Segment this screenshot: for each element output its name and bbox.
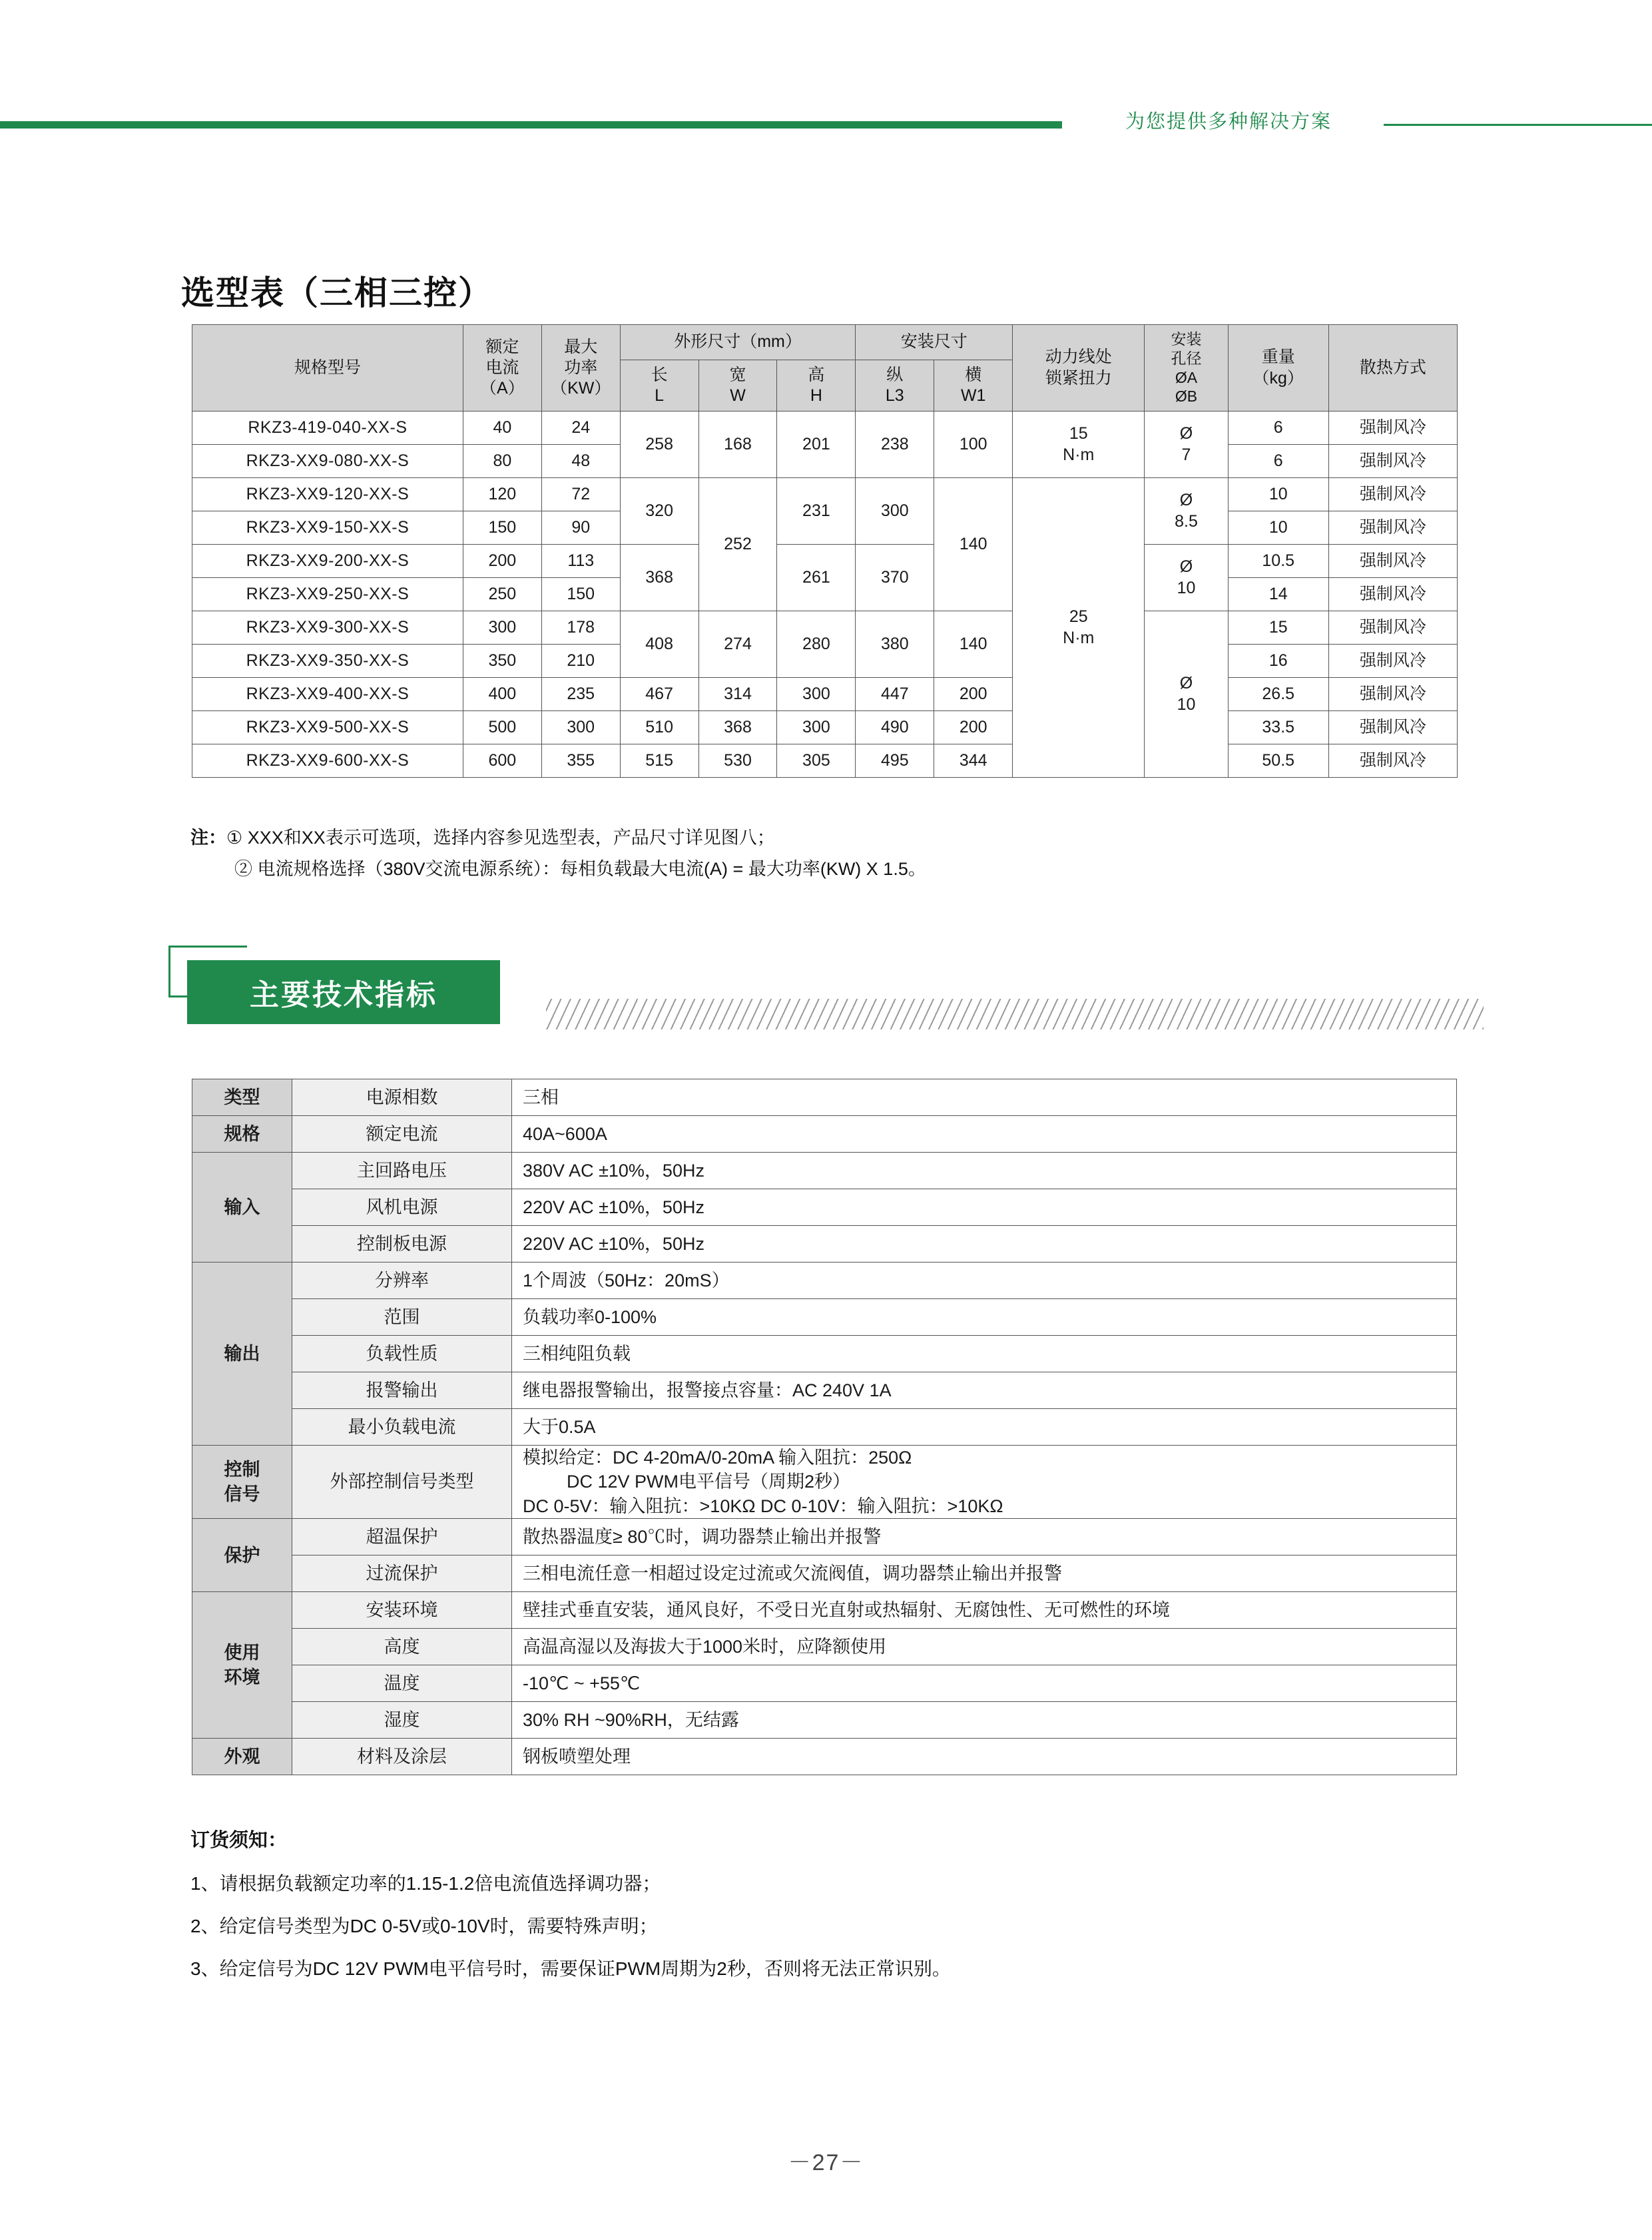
cell-height: 300 bbox=[777, 711, 856, 744]
spec-cat-control-signal-line1: 控制 bbox=[224, 1460, 260, 1480]
selection-table bbox=[192, 324, 1458, 778]
cell-current: 500 bbox=[463, 711, 541, 744]
selection-table-wrapper bbox=[192, 324, 1458, 778]
cell-mount-l3: 370 bbox=[856, 545, 934, 611]
signal-line-3: DC 0-5V：输入阻抗：>10KΩ DC 0-10V：输入阻抗：>10KΩ bbox=[523, 1496, 1003, 1516]
col-cooling: 散热方式 bbox=[1328, 325, 1457, 412]
cell-weight: 26.5 bbox=[1228, 678, 1328, 711]
col-max-power-line3: （KW） bbox=[551, 379, 611, 398]
cell-hole-line1: Ø bbox=[1179, 491, 1193, 510]
spec-val-humidity: 30% RH ~90%RH，无结露 bbox=[512, 1702, 1457, 1739]
cell-height: 201 bbox=[777, 412, 856, 478]
spec-row-appearance bbox=[192, 1739, 1457, 1775]
col-weight-line1: 重量 bbox=[1261, 348, 1295, 367]
spec-val-min-load-current: 大于0.5A bbox=[512, 1409, 1457, 1446]
cell-power: 48 bbox=[541, 445, 620, 478]
cell-model: RKZ3-XX9-600-XX-S bbox=[192, 744, 463, 778]
cell-length: 467 bbox=[620, 678, 698, 711]
spec-row-alarm-output bbox=[192, 1372, 1457, 1409]
col-max-power-line1: 最大 bbox=[564, 337, 598, 356]
cell-length: 368 bbox=[620, 545, 698, 611]
cell-torque bbox=[1013, 412, 1145, 478]
header-rule-right bbox=[1384, 124, 1652, 126]
cell-torque-line1: 25 bbox=[1069, 607, 1088, 627]
spec-row-over-temp bbox=[192, 1519, 1457, 1555]
spec-table-body bbox=[192, 1079, 1457, 1775]
col-mount-w1-line1: 横 bbox=[965, 365, 982, 384]
table-row bbox=[192, 711, 1458, 744]
cell-hole-line2: 10 bbox=[1177, 695, 1196, 714]
cell-power: 355 bbox=[541, 744, 620, 778]
cell-power: 150 bbox=[541, 578, 620, 611]
cell-hole-line2: 8.5 bbox=[1175, 511, 1198, 531]
col-hole-line1: 安装 bbox=[1171, 330, 1202, 348]
spec-row-control-signal bbox=[192, 1446, 1457, 1519]
spec-cat-environment-line1: 使用 bbox=[224, 1643, 260, 1663]
cell-current: 250 bbox=[463, 578, 541, 611]
cell-height: 261 bbox=[777, 545, 856, 611]
col-model: 规格型号 bbox=[192, 325, 463, 412]
cell-current: 400 bbox=[463, 678, 541, 711]
spec-sub-over-current: 过流保护 bbox=[292, 1555, 512, 1592]
col-height-line2: H bbox=[810, 386, 822, 405]
cell-model: RKZ3-XX9-200-XX-S bbox=[192, 545, 463, 578]
banner-hatch-decoration bbox=[546, 999, 1484, 1029]
cell-weight: 10.5 bbox=[1228, 545, 1328, 578]
header-slogan: 为您提供多种解决方案 bbox=[1125, 111, 1332, 133]
spec-sub-material-coating: 材料及涂层 bbox=[292, 1739, 512, 1775]
spec-cat-control-signal-line2: 信号 bbox=[224, 1484, 260, 1504]
spec-val-install-env: 壁挂式垂直安装，通风良好，不受日光直射或热辐射、无腐蚀性、无可燃性的环境 bbox=[512, 1592, 1457, 1629]
spec-sub-fan-power: 风机电源 bbox=[292, 1189, 512, 1226]
cell-power: 178 bbox=[541, 611, 620, 645]
col-width-line1: 宽 bbox=[729, 365, 746, 384]
cell-mount-l3: 495 bbox=[856, 744, 934, 778]
spec-cat-control-signal bbox=[192, 1446, 292, 1519]
cell-hole bbox=[1145, 611, 1228, 778]
col-mount-l3 bbox=[856, 360, 934, 412]
col-hole-line3: ØA bbox=[1175, 368, 1198, 386]
cell-length: 258 bbox=[620, 412, 698, 478]
spec-val-rated-current: 40A~600A bbox=[512, 1116, 1457, 1153]
spec-table bbox=[192, 1079, 1457, 1775]
cell-power: 300 bbox=[541, 711, 620, 744]
cell-weight: 14 bbox=[1228, 578, 1328, 611]
signal-line-2: DC 12V PWM电平信号（周期2秒） bbox=[567, 1472, 851, 1492]
cell-cooling: 强制风冷 bbox=[1328, 578, 1457, 611]
page-header bbox=[0, 0, 1652, 166]
spec-row-control-board-power bbox=[192, 1226, 1457, 1262]
cell-current: 200 bbox=[463, 545, 541, 578]
cell-current: 150 bbox=[463, 511, 541, 545]
cell-hole-line2: 10 bbox=[1177, 578, 1196, 597]
cell-model: RKZ3-XX9-400-XX-S bbox=[192, 678, 463, 711]
cell-cooling: 强制风冷 bbox=[1328, 412, 1457, 445]
spec-sub-range: 范围 bbox=[292, 1299, 512, 1336]
cell-power: 90 bbox=[541, 511, 620, 545]
cell-cooling: 强制风冷 bbox=[1328, 511, 1457, 545]
col-rated-current-line3: （A） bbox=[480, 379, 525, 398]
cell-power: 113 bbox=[541, 545, 620, 578]
cell-width: 168 bbox=[698, 412, 777, 478]
spec-val-load-type: 三相纯阻负载 bbox=[512, 1336, 1457, 1372]
selection-table-head bbox=[192, 325, 1458, 412]
cell-hole-line1: Ø bbox=[1179, 674, 1193, 693]
spec-cat-spec: 规格 bbox=[192, 1116, 292, 1153]
banner-label: 主要技术指标 bbox=[187, 960, 500, 1024]
page-number: －27－ bbox=[788, 2150, 864, 2175]
cell-mount-w1: 100 bbox=[934, 412, 1013, 478]
cell-hole bbox=[1145, 545, 1228, 611]
spec-sub-humidity: 湿度 bbox=[292, 1702, 512, 1739]
order-notice bbox=[190, 1831, 951, 2002]
table-row bbox=[192, 611, 1458, 645]
cell-mount-w1: 344 bbox=[934, 744, 1013, 778]
cell-model: RKZ3-XX9-300-XX-S bbox=[192, 611, 463, 645]
cell-length: 320 bbox=[620, 478, 698, 545]
col-torque-line2: 锁紧扭力 bbox=[1045, 368, 1112, 388]
cell-power: 235 bbox=[541, 678, 620, 711]
col-length-line2: L bbox=[655, 386, 665, 405]
col-weight bbox=[1228, 325, 1328, 412]
col-rated-current-line2: 电流 bbox=[485, 358, 519, 377]
cell-torque-line2: N·m bbox=[1063, 628, 1095, 647]
cell-width: 368 bbox=[698, 711, 777, 744]
spec-row-temperature bbox=[192, 1665, 1457, 1702]
cell-height: 231 bbox=[777, 478, 856, 545]
col-mount-w1 bbox=[934, 360, 1013, 412]
spec-sub-min-load-current: 最小负载电流 bbox=[292, 1409, 512, 1446]
cell-width: 274 bbox=[698, 611, 777, 678]
cell-mount-w1: 200 bbox=[934, 678, 1013, 711]
spec-sub-main-voltage: 主回路电压 bbox=[292, 1153, 512, 1189]
col-mount-l3-line2: L3 bbox=[885, 386, 904, 405]
col-mount-dims bbox=[856, 325, 1013, 360]
col-length bbox=[620, 360, 698, 412]
spec-val-material-coating: 钢板喷塑处理 bbox=[512, 1739, 1457, 1775]
cell-length: 510 bbox=[620, 711, 698, 744]
cell-mount-l3: 490 bbox=[856, 711, 934, 744]
spec-val-altitude: 高温高湿以及海拔大于1000米时，应降额使用 bbox=[512, 1629, 1457, 1665]
spec-row-over-current bbox=[192, 1555, 1457, 1592]
col-hole-dia bbox=[1145, 325, 1228, 412]
col-torque-line1: 动力线处 bbox=[1045, 348, 1112, 367]
order-notice-item: 2、给定信号类型为DC 0-5V或0-10V时，需要特殊声明； bbox=[190, 1916, 658, 1936]
spec-sub-control-board-power: 控制板电源 bbox=[292, 1226, 512, 1262]
selection-notes bbox=[190, 822, 926, 886]
spec-row-altitude bbox=[192, 1629, 1457, 1665]
signal-line-1: 模拟给定：DC 4-20mA/0-20mA 输入阻抗：250Ω bbox=[523, 1448, 912, 1468]
cell-torque-line2: N·m bbox=[1063, 445, 1095, 464]
spec-row-main-voltage bbox=[192, 1153, 1457, 1189]
cell-current: 120 bbox=[463, 478, 541, 511]
cell-cooling: 强制风冷 bbox=[1328, 611, 1457, 645]
cell-torque bbox=[1013, 478, 1145, 778]
spec-sub-install-env: 安装环境 bbox=[292, 1592, 512, 1629]
cell-model: RKZ3-419-040-XX-S bbox=[192, 412, 463, 445]
cell-hole bbox=[1145, 412, 1228, 478]
spec-row-fan-power bbox=[192, 1189, 1457, 1226]
notes-label: 注： bbox=[190, 828, 226, 848]
cell-weight: 16 bbox=[1228, 645, 1328, 678]
cell-cooling: 强制风冷 bbox=[1328, 678, 1457, 711]
notes-line-2 bbox=[190, 854, 926, 885]
cell-cooling: 强制风冷 bbox=[1328, 711, 1457, 744]
cell-mount-w1: 140 bbox=[934, 611, 1013, 678]
spec-sub-alarm-output: 报警输出 bbox=[292, 1372, 512, 1409]
cell-mount-l3: 380 bbox=[856, 611, 934, 678]
table-row bbox=[192, 545, 1458, 578]
cell-current: 600 bbox=[463, 744, 541, 778]
order-notice-item: 1、请根据负载额定功率的1.15-1.2倍电流值选择调功器； bbox=[190, 1873, 661, 1894]
col-height bbox=[777, 360, 856, 412]
col-width bbox=[698, 360, 777, 412]
cell-current: 350 bbox=[463, 645, 541, 678]
order-notice-title: 订货须知： bbox=[190, 1830, 288, 1851]
table-row bbox=[192, 478, 1458, 511]
cell-cooling: 强制风冷 bbox=[1328, 545, 1457, 578]
cell-weight: 33.5 bbox=[1228, 711, 1328, 744]
spec-cat-input: 输入 bbox=[192, 1153, 292, 1262]
col-max-power-line2: 功率 bbox=[564, 358, 598, 377]
cell-torque-line1: 15 bbox=[1069, 424, 1088, 443]
cell-model: RKZ3-XX9-080-XX-S bbox=[192, 445, 463, 478]
cell-hole-line1: Ø bbox=[1179, 424, 1193, 443]
col-hole-line4: ØB bbox=[1175, 388, 1198, 406]
cell-power: 24 bbox=[541, 412, 620, 445]
spec-cat-environment-line2: 环境 bbox=[224, 1667, 260, 1687]
cell-mount-l3: 447 bbox=[856, 678, 934, 711]
table-row bbox=[192, 678, 1458, 711]
cell-model: RKZ3-XX9-150-XX-S bbox=[192, 511, 463, 545]
cell-hole-line1: Ø bbox=[1179, 557, 1193, 577]
spec-row-humidity bbox=[192, 1702, 1457, 1739]
spec-cat-appearance: 外观 bbox=[192, 1739, 292, 1775]
cell-current: 300 bbox=[463, 611, 541, 645]
selection-table-title: 选型表（三相三控） bbox=[181, 274, 493, 312]
col-weight-line2: （kg） bbox=[1252, 368, 1304, 388]
spec-section-banner bbox=[168, 946, 528, 1032]
col-mount-w1-line2: W1 bbox=[960, 386, 986, 405]
cell-power: 210 bbox=[541, 645, 620, 678]
col-hole-line2: 孔径 bbox=[1171, 349, 1202, 367]
col-height-line1: 高 bbox=[808, 365, 825, 384]
cell-cooling: 强制风冷 bbox=[1328, 445, 1457, 478]
spec-sub-load-type: 负载性质 bbox=[292, 1336, 512, 1372]
spec-row-type bbox=[192, 1079, 1457, 1116]
cell-height: 280 bbox=[777, 611, 856, 678]
spec-row-resolution bbox=[192, 1262, 1457, 1299]
col-outline-dims: 外形尺寸（mm） bbox=[620, 325, 856, 360]
cell-weight: 50.5 bbox=[1228, 744, 1328, 778]
cell-model: RKZ3-XX9-350-XX-S bbox=[192, 645, 463, 678]
spec-val-control-board-power: 220V AC ±10%，50Hz bbox=[512, 1226, 1457, 1262]
spec-val-over-temp: 散热器温度≥ 80℃时，调功器禁止输出并报警 bbox=[512, 1519, 1457, 1555]
table-row bbox=[192, 744, 1458, 778]
cell-mount-l3: 238 bbox=[856, 412, 934, 478]
spec-table-wrapper bbox=[192, 1079, 1457, 1775]
cell-weight: 15 bbox=[1228, 611, 1328, 645]
cell-model: RKZ3-XX9-120-XX-S bbox=[192, 478, 463, 511]
cell-model: RKZ3-XX9-500-XX-S bbox=[192, 711, 463, 744]
cell-width: 314 bbox=[698, 678, 777, 711]
spec-sub-over-temp: 超温保护 bbox=[292, 1519, 512, 1555]
cell-power: 72 bbox=[541, 478, 620, 511]
cell-weight: 6 bbox=[1228, 445, 1328, 478]
col-max-power bbox=[541, 325, 620, 412]
cell-height: 300 bbox=[777, 678, 856, 711]
cell-model: RKZ3-XX9-250-XX-S bbox=[192, 578, 463, 611]
spec-val-main-voltage: 380V AC ±10%，50Hz bbox=[512, 1153, 1457, 1189]
cell-mount-w1: 140 bbox=[934, 478, 1013, 611]
selection-table-body bbox=[192, 412, 1458, 778]
spec-sub-altitude: 高度 bbox=[292, 1629, 512, 1665]
spec-sub-phases: 电源相数 bbox=[292, 1079, 512, 1116]
spec-cat-environment bbox=[192, 1592, 292, 1739]
cell-cooling: 强制风冷 bbox=[1328, 645, 1457, 678]
cell-hole-line2: 7 bbox=[1181, 445, 1191, 464]
spec-val-phases: 三相 bbox=[512, 1079, 1457, 1116]
cell-height: 305 bbox=[777, 744, 856, 778]
spec-sub-temperature: 温度 bbox=[292, 1665, 512, 1702]
spec-sub-external-signal-type: 外部控制信号类型 bbox=[292, 1446, 512, 1519]
notes-text-1: ① XXX和XX表示可选项，选择内容参见选型表，产品尺寸详见图八； bbox=[226, 828, 775, 848]
cell-length: 515 bbox=[620, 744, 698, 778]
cell-current: 80 bbox=[463, 445, 541, 478]
cell-cooling: 强制风冷 bbox=[1328, 478, 1457, 511]
col-rated-current bbox=[463, 325, 541, 412]
cell-weight: 10 bbox=[1228, 511, 1328, 545]
spec-val-temperature: -10℃ ~ +55℃ bbox=[512, 1665, 1457, 1702]
notes-text-2: ② 电流规格选择（380V交流电源系统）：每相负载最大电流(A) = 最大功率(KW) X 1.5。 bbox=[234, 859, 926, 880]
cell-hole bbox=[1145, 478, 1228, 545]
spec-val-fan-power: 220V AC ±10%，50Hz bbox=[512, 1189, 1457, 1226]
header-rule-left bbox=[0, 121, 1062, 129]
spec-cat-output: 输出 bbox=[192, 1262, 292, 1446]
col-mount-dims-line1: 安装尺寸 bbox=[900, 332, 967, 352]
order-notice-item: 3、给定信号为DC 12V PWM电平信号时，需要保证PWM周期为2秒，否则将无法正常识别。 bbox=[190, 1958, 951, 1979]
cell-length: 408 bbox=[620, 611, 698, 678]
col-length-line1: 长 bbox=[651, 365, 668, 384]
spec-val-range: 负载功率0-100% bbox=[512, 1299, 1457, 1336]
cell-mount-w1: 200 bbox=[934, 711, 1013, 744]
spec-val-alarm-output: 继电器报警输出，报警接点容量：AC 240V 1A bbox=[512, 1372, 1457, 1409]
spec-row-load-type bbox=[192, 1336, 1457, 1372]
cell-current: 40 bbox=[463, 412, 541, 445]
spec-val-external-signal-type bbox=[512, 1446, 1457, 1519]
col-mount-l3-line1: 纵 bbox=[886, 365, 904, 384]
spec-cat-protection: 保护 bbox=[192, 1519, 292, 1592]
cell-weight: 10 bbox=[1228, 478, 1328, 511]
spec-row-spec bbox=[192, 1116, 1457, 1153]
spec-sub-resolution: 分辨率 bbox=[292, 1262, 512, 1299]
spec-row-range bbox=[192, 1299, 1457, 1336]
spec-val-over-current: 三相电流任意一相超过设定过流或欠流阀值，调功器禁止输出并报警 bbox=[512, 1555, 1457, 1592]
col-width-line2: W bbox=[730, 386, 746, 405]
col-torque bbox=[1013, 325, 1145, 412]
spec-sub-rated-current: 额定电流 bbox=[292, 1116, 512, 1153]
notes-line-1 bbox=[190, 822, 926, 854]
spec-row-install-env bbox=[192, 1592, 1457, 1629]
col-rated-current-line1: 额定 bbox=[485, 337, 519, 356]
spec-cat-type: 类型 bbox=[192, 1079, 292, 1116]
cell-width: 530 bbox=[698, 744, 777, 778]
cell-width: 252 bbox=[698, 478, 777, 611]
cell-weight: 6 bbox=[1228, 412, 1328, 445]
table-row bbox=[192, 412, 1458, 445]
cell-cooling: 强制风冷 bbox=[1328, 744, 1457, 778]
cell-mount-l3: 300 bbox=[856, 478, 934, 545]
spec-row-min-load-current bbox=[192, 1409, 1457, 1446]
spec-val-resolution: 1个周波（50Hz：20mS） bbox=[512, 1262, 1457, 1299]
